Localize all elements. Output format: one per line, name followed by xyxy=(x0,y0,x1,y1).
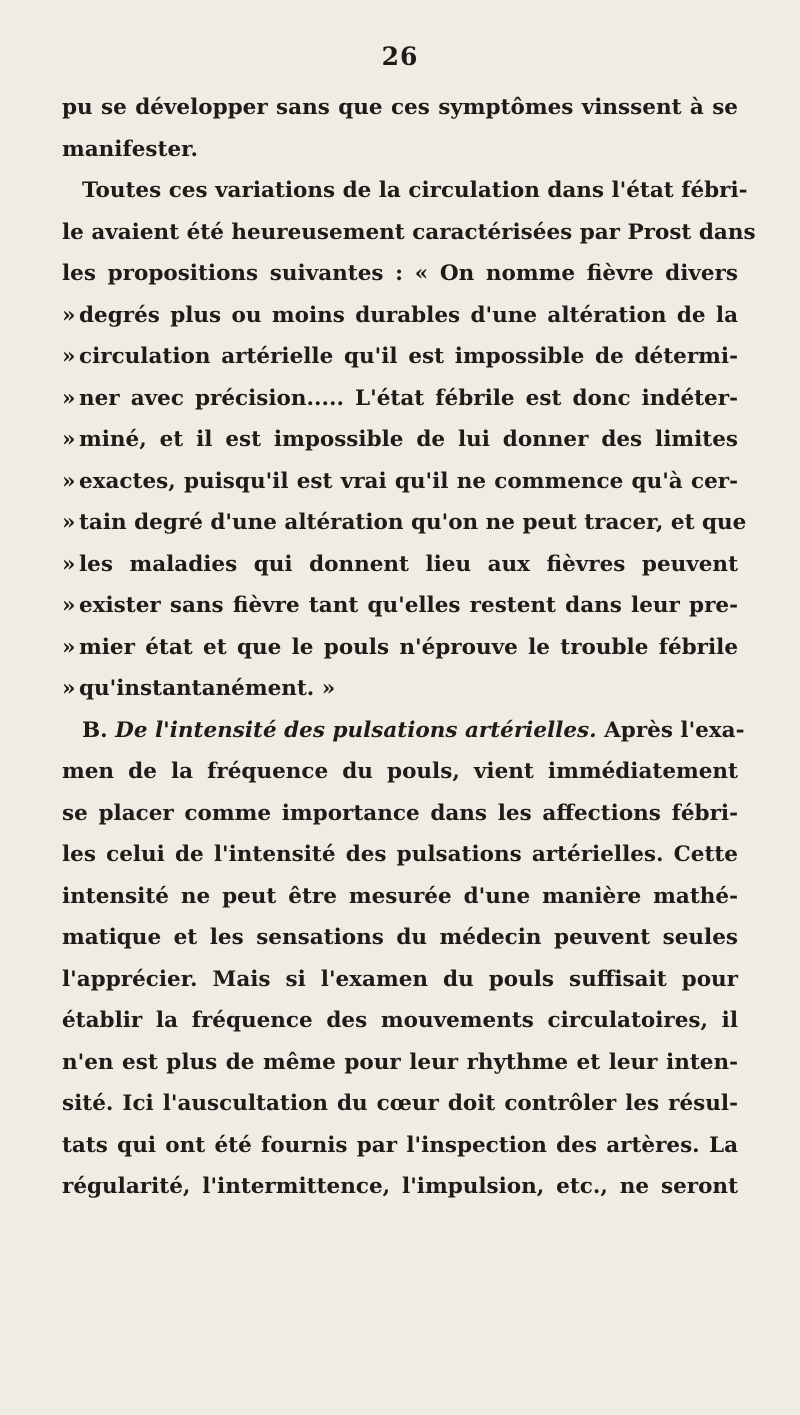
page-number: 26 xyxy=(381,42,419,71)
quote-line: » degrés plus ou moins durables d'une altération de la xyxy=(62,295,738,337)
section-label: B. xyxy=(82,717,108,743)
quote-mark: » xyxy=(62,593,76,618)
text-line: Toutes ces variations de la circulation dans l'état fébri- xyxy=(82,178,748,203)
quote-line: » mier état et que le pouls n'éprouve le trouble fébrile xyxy=(62,627,738,669)
quote-line: » tain degré d'une altération qu'on ne peut tracer, et que xyxy=(62,502,738,544)
text-line: l'apprécier. Mais si l'examen du pouls suffisait pour xyxy=(62,966,738,992)
quote-mark: » xyxy=(62,551,76,577)
quote-line: » miné, et il est impossible de lui donner des limites xyxy=(62,419,738,461)
text-line: men de la fréquence du pouls, vient immédiatement xyxy=(62,759,738,784)
quote-mark: » xyxy=(62,385,76,411)
quote-mark: » xyxy=(62,634,76,660)
page-body xyxy=(62,87,756,1208)
quote-line: » exactes, puisqu'il est vrai qu'il ne commence qu'à cer- xyxy=(62,461,738,503)
quote-line: » qu'instantanément. » xyxy=(62,668,738,710)
quote-line: » exister sans fièvre tant qu'elles restent dans leur pre- xyxy=(62,585,738,627)
text-line: les celui de l'intensité des pulsations artérielles. Cette xyxy=(62,842,738,867)
quote-mark: » xyxy=(62,427,76,452)
text-line: tats qui ont été fournis par l'inspection des artères. La xyxy=(62,1132,738,1158)
text-line: n'en est plus de même pour leur rhythme et leur inten- xyxy=(62,1049,738,1075)
text-line: sité. Ici l'auscultation du cœur doit contrôler les résul- xyxy=(62,1091,738,1116)
text-line: matique et les sensations du médecin peuvent seules xyxy=(62,925,738,950)
quote-mark: » xyxy=(62,302,76,328)
quote-mark: » xyxy=(62,510,76,535)
quote-mark: » xyxy=(62,344,76,369)
text-line: régularité, l'intermittence, l'impulsion, etc., ne seront xyxy=(62,1174,738,1199)
quote-mark: » xyxy=(62,676,76,701)
text-line: le avaient été heureusement caractérisées par Prost dans xyxy=(62,219,756,245)
text-line: manifester. xyxy=(62,136,198,162)
quote-line: » les maladies qui donnent lieu aux fièvres peuvent xyxy=(62,544,738,586)
section-title: De l'intensité des pulsations artérielles. xyxy=(115,717,597,743)
quote-line: » circulation artérielle qu'il est impossible de détermi- xyxy=(62,336,738,378)
text-line: établir la fréquence des mouvements circulatoires, il xyxy=(62,1008,738,1033)
section-heading-line: B. De l'intensité des pulsations artérielles. Après l'exa- xyxy=(82,717,745,743)
text-line: les propositions suivantes : « On nomme fièvre divers xyxy=(62,261,738,286)
quote-line: » ner avec précision..... L'état fébrile est donc indéter- xyxy=(62,378,738,420)
quote-mark: » xyxy=(62,468,76,494)
text-line: pu se développer sans que ces symptômes vinssent à se xyxy=(62,95,738,120)
text-line: intensité ne peut être mesurée d'une manière mathé- xyxy=(62,883,738,909)
text-line: se placer comme importance dans les affections fébri- xyxy=(62,800,738,826)
